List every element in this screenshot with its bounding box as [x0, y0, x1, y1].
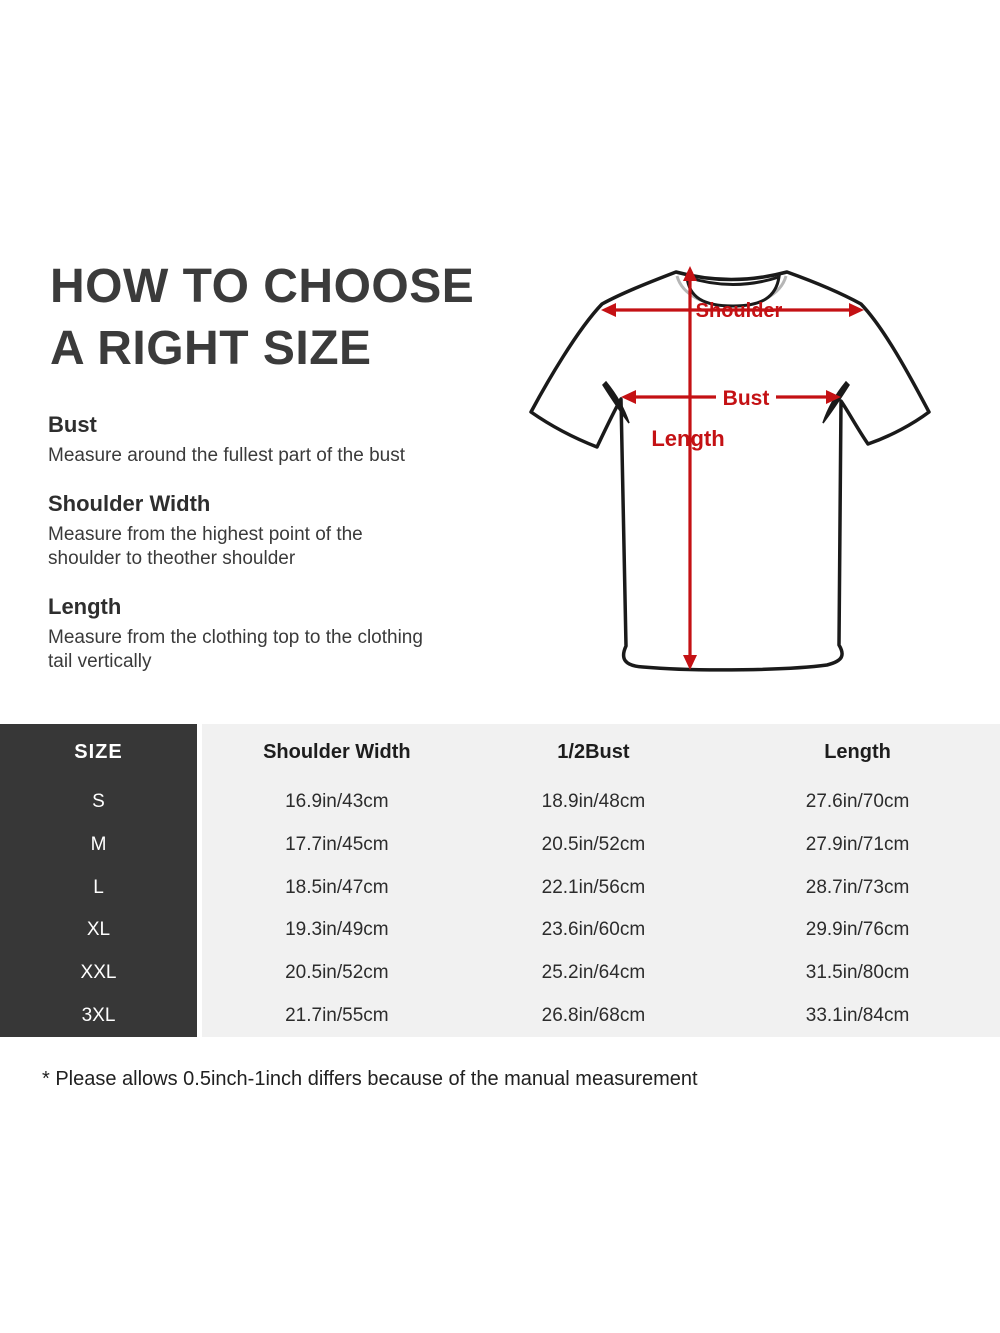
size-table-measurements: [202, 724, 1000, 1037]
cell-half-bust: 23.6in/60cm: [541, 919, 646, 941]
length-arrow-label: Length: [651, 426, 725, 451]
cell-length: 28.7in/73cm: [805, 876, 910, 898]
cell-half-bust: 25.2in/64cm: [541, 962, 646, 984]
measurement-disclaimer: * Please allows 0.5inch-1inch differs because of the manual measurement: [42, 1068, 698, 1090]
size-label-xxl: XXL: [80, 962, 117, 984]
definition-desc: Measure around the fullest part of the bust: [48, 445, 405, 466]
shoulder-arrow-label: Shoulder: [695, 300, 783, 322]
size-label-xl: XL: [86, 919, 111, 941]
size-table-size-column: [0, 724, 197, 1037]
bust-arrow-label: Bust: [722, 387, 770, 410]
table-row: [202, 824, 1000, 867]
definition-desc: Measure from the clothing top to the clothing tail vertically: [48, 627, 423, 672]
definition-bust: [48, 412, 440, 468]
cell-length: 29.9in/76cm: [805, 919, 910, 941]
size-column-header: SIZE: [74, 741, 123, 763]
column-header-half-bust: 1/2Bust: [557, 741, 630, 763]
cell-half-bust: 22.1in/56cm: [541, 876, 646, 898]
cell-shoulder-width: 16.9in/43cm: [285, 791, 389, 813]
cell-shoulder-width: 17.7in/45cm: [285, 834, 389, 855]
cell-shoulder-width: 19.3in/49cm: [285, 919, 389, 941]
definition-length: [48, 594, 440, 674]
size-label-m: M: [90, 834, 107, 855]
page-title-line1: HOW TO CHOOSE: [50, 260, 475, 313]
cell-shoulder-width: 20.5in/52cm: [285, 962, 389, 984]
table-row: [202, 781, 1000, 824]
size-table-header-row: [202, 724, 1000, 781]
cell-half-bust: 18.9in/48cm: [541, 791, 646, 813]
cell-length: 33.1in/84cm: [805, 1004, 910, 1026]
size-label-s: S: [92, 791, 105, 813]
cell-half-bust: 20.5in/52cm: [541, 834, 646, 855]
cell-shoulder-width: 18.5in/47cm: [285, 876, 389, 898]
tshirt-outline: [531, 272, 929, 670]
definition-term: Shoulder Width: [48, 491, 211, 516]
cell-length: 27.6in/70cm: [805, 791, 910, 813]
size-label-3xl: 3XL: [81, 1004, 116, 1026]
page-title-line2: A RIGHT SIZE: [50, 322, 372, 375]
table-row: [202, 994, 1000, 1037]
cell-shoulder-width: 21.7in/55cm: [285, 1004, 389, 1026]
measurement-definitions: [48, 412, 440, 697]
tshirt-measurement-diagram: [500, 240, 970, 680]
cell-half-bust: 26.8in/68cm: [541, 1004, 646, 1026]
table-row: [202, 952, 1000, 995]
table-row: [202, 866, 1000, 909]
definition-term: Length: [48, 594, 122, 619]
cell-length: 31.5in/80cm: [805, 962, 910, 984]
page-title: [50, 256, 474, 380]
definition-shoulder-width: [48, 491, 440, 571]
column-header-length: Length: [824, 741, 891, 763]
cell-length: 27.9in/71cm: [805, 834, 910, 855]
table-row: [202, 909, 1000, 952]
definition-term: Bust: [48, 412, 97, 437]
column-header-shoulder-width: Shoulder Width: [263, 741, 411, 763]
size-label-l: L: [93, 876, 104, 898]
definition-desc: Measure from the highest point of the shoulder to theother shoulder: [48, 524, 363, 569]
